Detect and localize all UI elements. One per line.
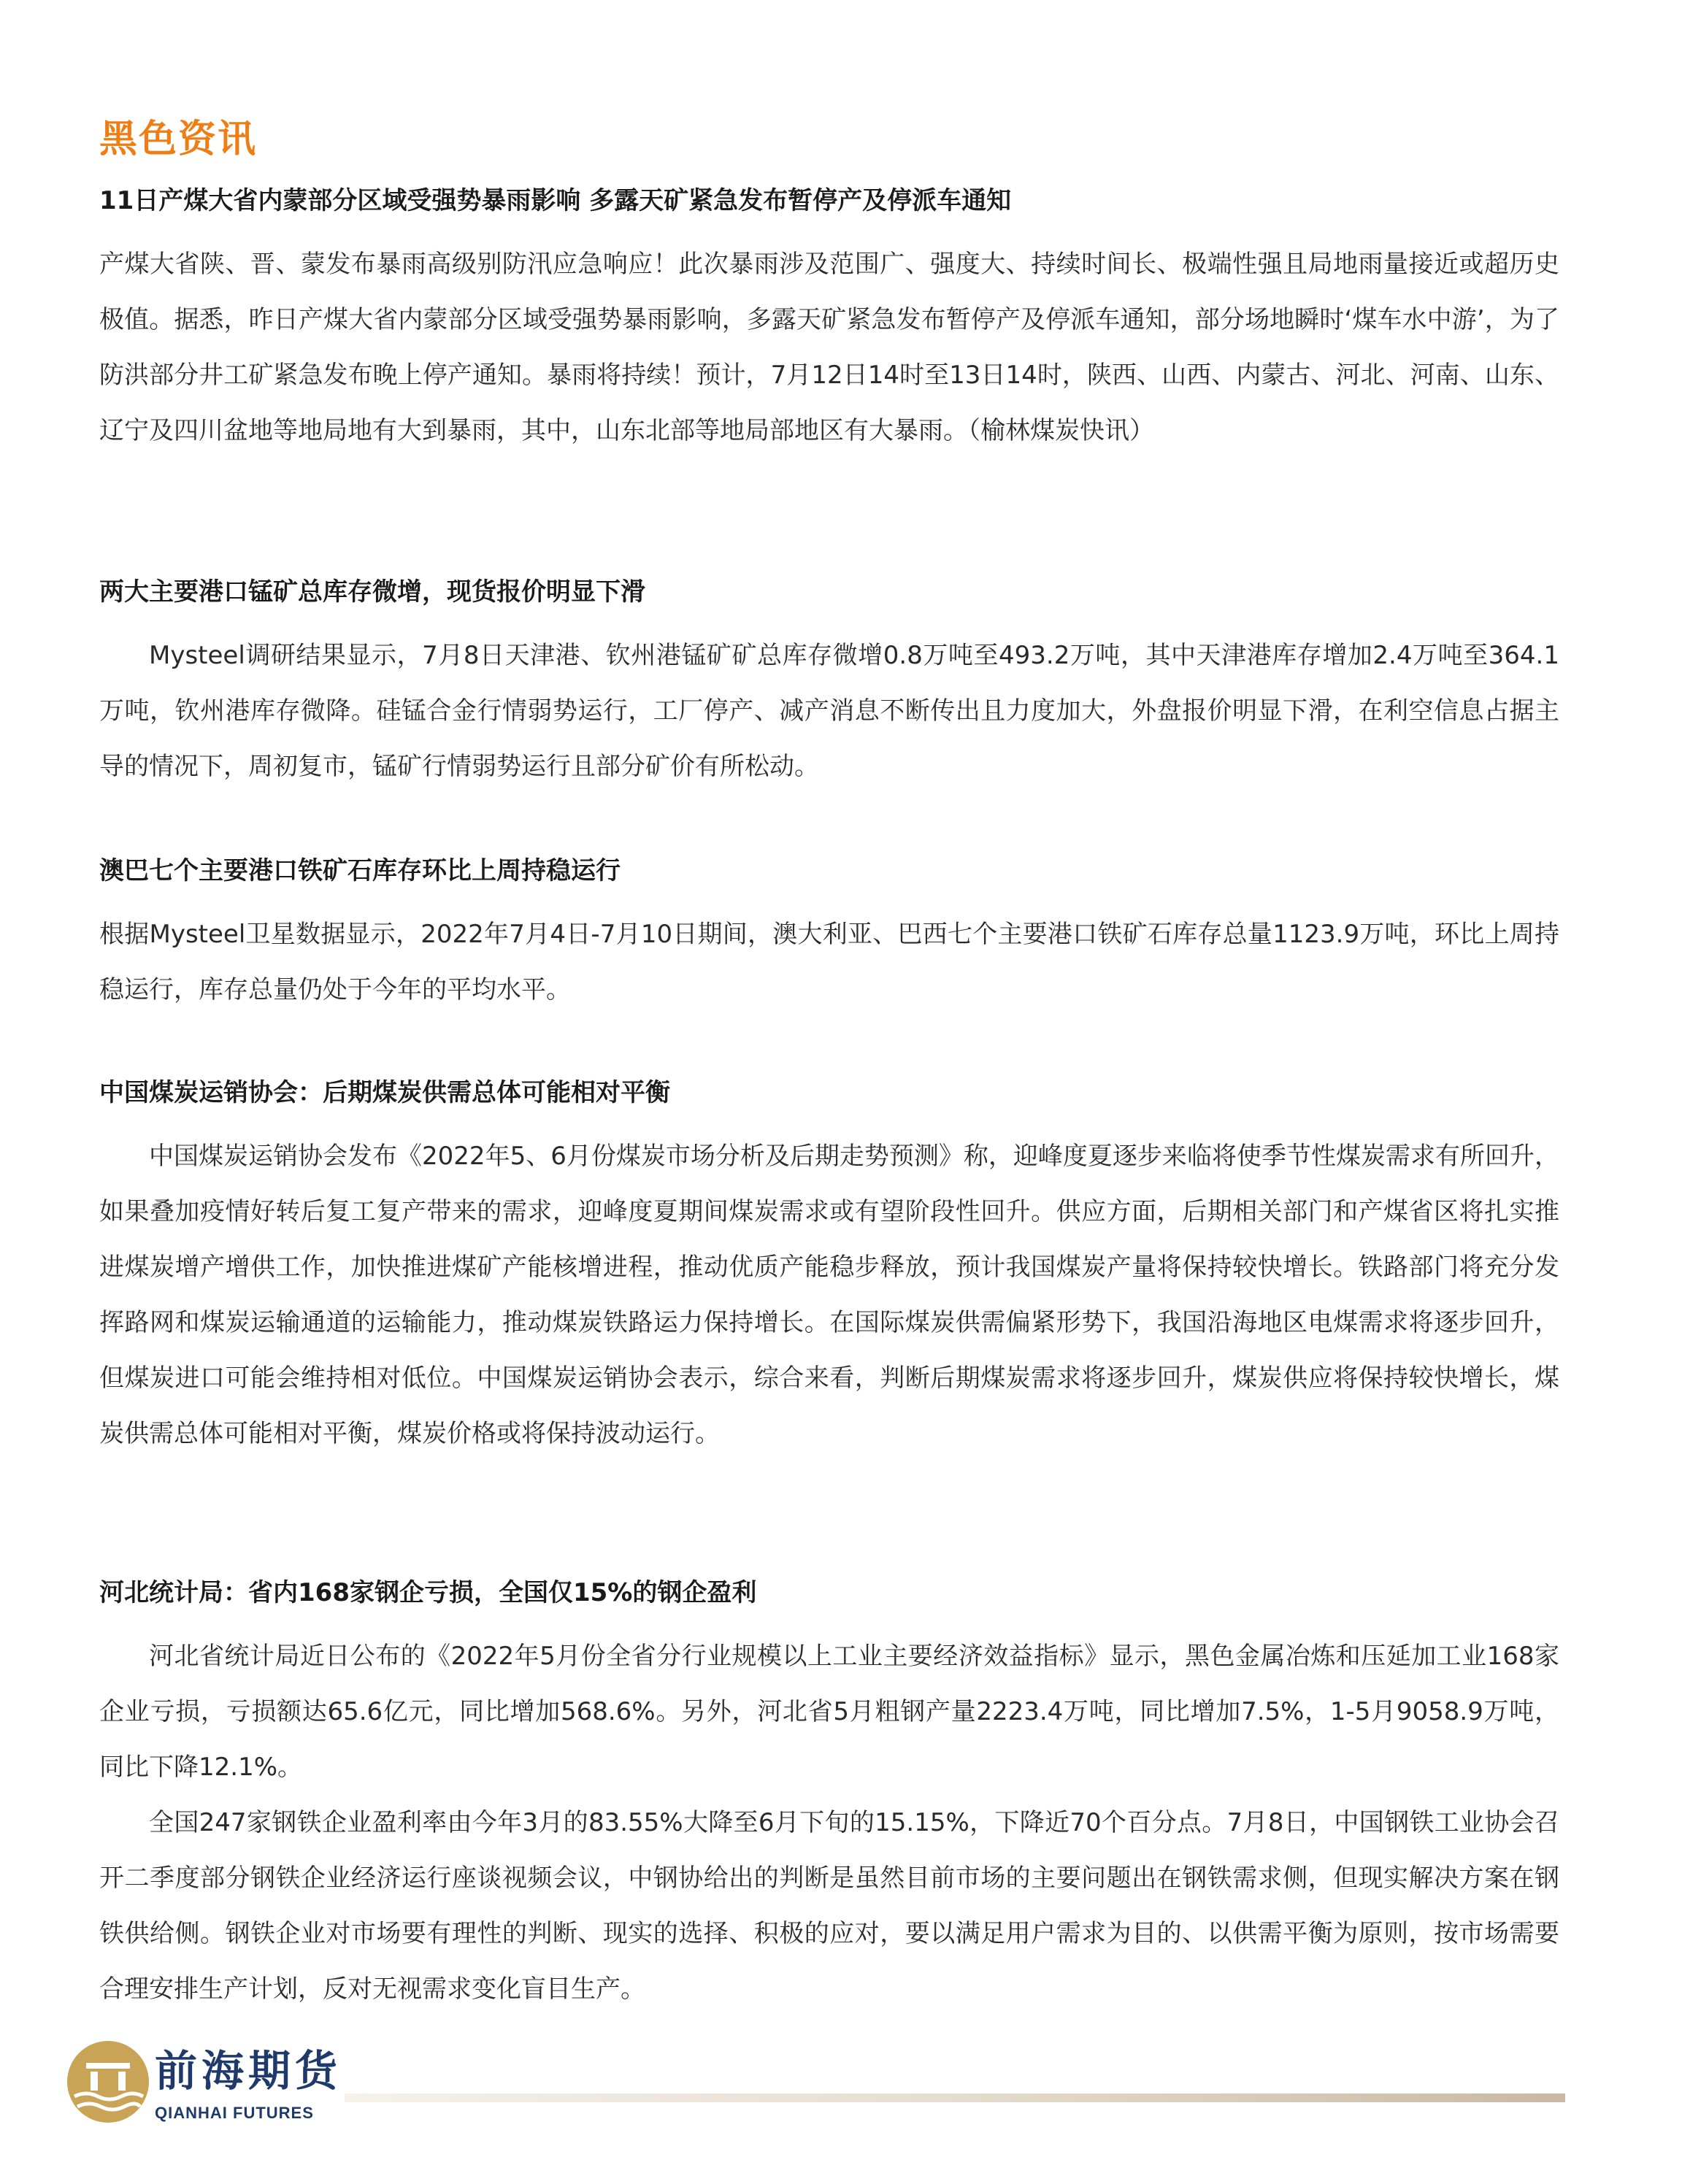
- article-title: 河北统计局：省内168家钢企亏损，全国仅15%的钢企盈利: [99, 1578, 757, 1607]
- article-paragraph: 河北省统计局近日公布的《2022年5月份全省分行业规模以上工业主要经济效益指标》显示，黑色金属冶炼和压延加工业168家企业亏损，亏损额达65.6亿元，同比增加568.6%。另外，河北省5月粗钢产量2223.4万吨，同比增加7.5%，1-5月9058.9万吨，同比下降12.1%。: [99, 1642, 1559, 1782]
- qianhai-logo-icon: [64, 2038, 152, 2126]
- news-article: [99, 1573, 1559, 2017]
- article-paragraph: 根据Mysteel卫星数据显示，2022年7月4日-7月10日期间，澳大利亚、巴西七个主要港口铁矿石库存总量1123.9万吨，环比上周持稳运行，库存总量仍处于今年的平均水平。: [99, 920, 1559, 1004]
- news-article: [99, 851, 1559, 1018]
- footer-divider: [345, 2093, 1565, 2102]
- news-article: [99, 572, 1559, 794]
- article-paragraph: 全国247家钢铁企业盈利率由今年3月的83.55%大降至6月下旬的15.15%，下降近70个百分点。7月8日，中国钢铁工业协会召开二季度部分钢铁企业经济运行座谈视频会议，中钢协给出的判断是虽然目前市场的主要问题出在钢铁需求侧，但现实解决方案在钢铁供给侧。钢铁企业对市场要有理性的判断、现实的选择、积极的应对，要以满足用户需求为目的、以供需平衡为原则，按市场需要合理安排生产计划，反对无视需求变化盲目生产。: [99, 1808, 1559, 2004]
- brand-name-en: QIANHAI FUTURES: [155, 2104, 314, 2122]
- brand-name-cn: 前海期货: [155, 2046, 342, 2096]
- article-title: 澳巴七个主要港口铁矿石库存环比上周持稳运行: [99, 856, 621, 885]
- news-article: [99, 181, 1559, 458]
- page-footer: [64, 2038, 1583, 2148]
- article-paragraph: 产煤大省陕、晋、蒙发布暴雨高级别防汛应急响应！此次暴雨涉及范围广、强度大、持续时间长、极端性强且局地雨量接近或超历史极值。据悉，昨日产煤大省内蒙部分区域受强势暴雨影响，多露天矿紧急发布暂停产及停派车通知，部分场地瞬时‘煤车水中游’，为了防洪部分井工矿紧急发布晚上停产通知。暴雨将持续！预计，7月12日14时至13日14时，陕西、山西、内蒙古、河北、河南、山东、辽宁及四川盆地等地局地有大到暴雨，其中，山东北部等地局部地区有大暴雨。（榆林煤炭快讯）: [99, 250, 1559, 445]
- news-article: [99, 1073, 1559, 1461]
- section-title: 黑色资讯: [99, 118, 258, 161]
- article-paragraph: 中国煤炭运销协会发布《2022年5、6月份煤炭市场分析及后期走势预测》称，迎峰度夏逐步来临将使季节性煤炭需求有所回升，如果叠加疫情好转后复工复产带来的需求，迎峰度夏期间煤炭需求或有望阶段性回升。供应方面，后期相关部门和产煤省区将扎实推进煤炭增产增供工作，加快推进煤矿产能核增进程，推动优质产能稳步释放，预计我国煤炭产量将保持较快增长。铁路部门将充分发挥路网和煤炭运输通道的运输能力，推动煤炭铁路运力保持增长。在国际煤炭供需偏紧形势下，我国沿海地区电煤需求将逐步回升，但煤炭进口可能会维持相对低位。中国煤炭运销协会表示，综合来看，判断后期煤炭需求将逐步回升，煤炭供应将保持较快增长，煤炭供需总体可能相对平衡，煤炭价格或将保持波动运行。: [99, 1142, 1559, 1448]
- article-title: 中国煤炭运销协会：后期煤炭供需总体可能相对平衡: [99, 1078, 670, 1107]
- article-title: 11日产煤大省内蒙部分区域受强势暴雨影响 多露天矿紧急发布暂停产及停派车通知: [99, 186, 1012, 215]
- article-paragraph: Mysteel调研结果显示，7月8日天津港、钦州港锰矿矿总库存微增0.8万吨至493.2万吨，其中天津港库存增加2.4万吨至364.1万吨，钦州港库存微降。硅锰合金行情弱势运行，工厂停产、减产消息不断传出且力度加大，外盘报价明显下滑，在利空信息占据主导的情况下，周初复市，锰矿行情弱势运行且部分矿价有所松动。: [99, 641, 1559, 781]
- article-title: 两大主要港口锰矿总库存微增，现货报价明显下滑: [99, 577, 645, 607]
